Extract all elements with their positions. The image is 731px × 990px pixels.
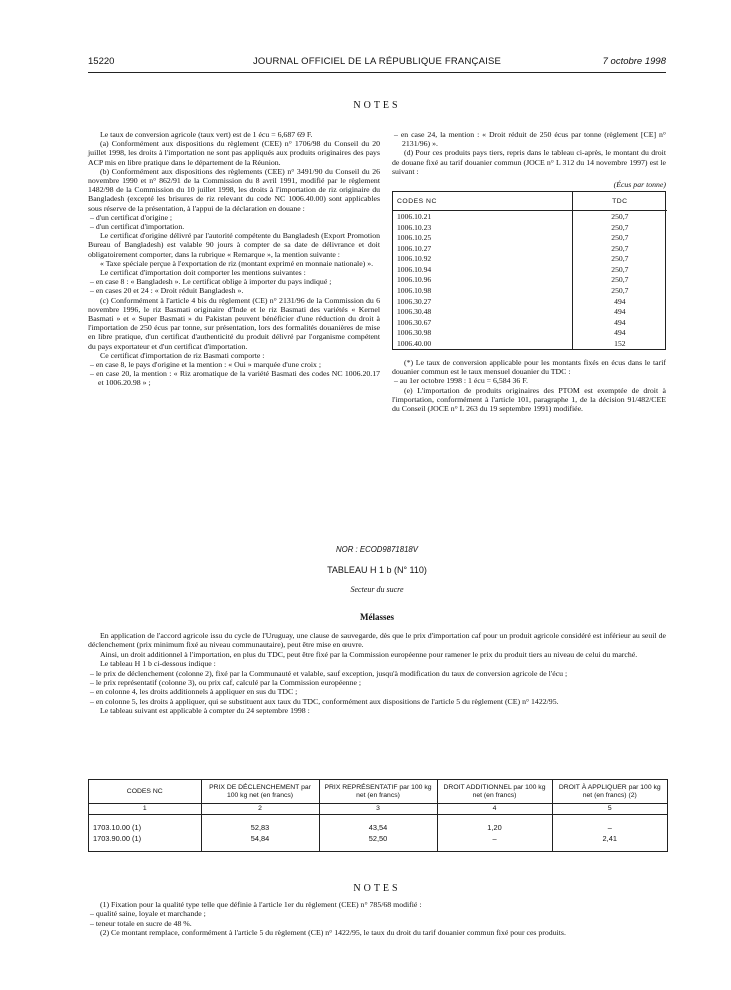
tdc-value-cell: 494 bbox=[614, 296, 626, 306]
notes2-title: NOTES bbox=[353, 883, 401, 894]
h1b-cell: 52,50 bbox=[319, 833, 437, 844]
paragraph: Le certificat d'origine délivré par l'autorité compétente du Bangladesh (Export Promotion Bureau of Bangladesh) est valable 90 jours à compter de sa date de délivrance et doit obligatoirement comporter, dans la rubrique « Remarque », la mention suivante : bbox=[88, 231, 380, 259]
spacer-cell bbox=[201, 814, 319, 822]
table-row bbox=[393, 296, 667, 307]
table-row bbox=[393, 285, 667, 296]
tdc-value-cell: 250,7 bbox=[611, 254, 629, 264]
paragraph: Le taux de conversion agricole (taux vert) est de 1 écu = 6,687 69 F. bbox=[100, 130, 313, 139]
tdc-code-cell: 1006.30.27 bbox=[393, 296, 572, 307]
tdc-table-wrap bbox=[392, 191, 666, 350]
tdc-code-cell: 1006.40.00 bbox=[393, 338, 572, 349]
h1b-header-trigger-price: PRIX DE DÉCLENCHEMENT par 100 kg net (en francs) bbox=[201, 780, 319, 804]
sector-title: Secteur du sucre bbox=[350, 585, 404, 594]
paragraph: (a) Conformément aux dispositions du règlement (CEE) n° 1706/98 du Conseil du 20 juillet 1998, les droits à l'importation ne sont pas appliqués aux produits originaires des pays ACP mis en libre pratique dans le département de la Réunion. bbox=[88, 139, 380, 167]
h1b-header-additional-duty: DROIT ADDITIONNEL par 100 kg net (en francs) bbox=[437, 780, 552, 804]
paragraph: – qualité saine, loyale et marchande ; bbox=[90, 909, 206, 919]
h1b-column-numbers bbox=[89, 804, 667, 815]
tdc-code-cell: 1006.30.67 bbox=[393, 317, 572, 328]
h1b-cell: 54,84 bbox=[201, 833, 319, 844]
h1b-table-body bbox=[89, 814, 667, 851]
paragraph: (1) Fixation pour la qualité type telle que définie à l'article 1er du règlement (CEE) n° 785/68 modifié : bbox=[100, 900, 422, 909]
table-row bbox=[393, 275, 667, 286]
tdc-code-cell: 1006.10.96 bbox=[393, 275, 572, 286]
column-number: 4 bbox=[437, 804, 552, 815]
tdc-value-cell: 250,7 bbox=[611, 286, 629, 296]
paragraph: (*) Le taux de conversion applicable pour les montants fixés en écus dans le tarif douanier commun est le taux mensuel douanier du TDC : bbox=[392, 357, 666, 377]
paragraph: (d) Pour ces produits pays tiers, repris dans le tableau ci-après, le montant du droit de douane fixé au tarif douanier commun (JOCE n° L 312 du 14 novembre 1997) est le suivant : bbox=[392, 148, 666, 176]
paragraph: – en case 20, la mention : « Riz aromatique de la variété Basmati des codes NC 1006.20.17 et 1006.20.98 » ; bbox=[90, 369, 380, 388]
paragraph: Le tableau H 1 b ci-dessous indique : bbox=[100, 659, 216, 669]
paragraph: – d'un certificat d'importation. bbox=[90, 222, 185, 232]
paragraph: Le certificat d'importation doit comporter les mentions suivantes : bbox=[100, 268, 306, 278]
h1b-table bbox=[89, 780, 667, 851]
h1b-cell: 52,83 bbox=[201, 822, 319, 833]
table-row bbox=[89, 833, 667, 844]
tdc-value-cell: 494 bbox=[614, 307, 626, 317]
spacer-cell bbox=[89, 814, 201, 822]
paragraph: Le tableau suivant est applicable à compter du 24 septembre 1998 : bbox=[100, 706, 310, 716]
spacer-cell bbox=[437, 814, 552, 822]
paragraph: (c) Conformément à l'article 4 bis du règlement (CE) n° 2131/96 de la Commission du 6 novembre 1996, le riz Basmati originaire d'Inde et le riz Basmati des variétés « Kernel Basmati » et « Super Basmati » du Pakistan peuvent bénéficier d'une réduction du droit à l'importation de 250 écus par tonne, sur présentation, lors des formalités douanières de mise en libre pratique, d'un certificat d'authenticité du produit délivré par l'organisme compétent du pays exportateur et d'un certificat d'importation. bbox=[88, 295, 380, 351]
spacer-row bbox=[89, 844, 667, 851]
notes-title: NOTES bbox=[353, 100, 401, 111]
left-column bbox=[88, 130, 380, 388]
table-row bbox=[393, 264, 667, 275]
paragraph: « Taxe spéciale perçue à l'exportation de riz (montant exprimé en monnaie nationale) ». bbox=[100, 258, 374, 268]
tdc-code-cell: 1006.30.48 bbox=[393, 307, 572, 318]
paragraph: – en case 24, la mention : « Droit réduit de 250 écus par tonne (règlement [CE] n° 2131/96) ». bbox=[394, 130, 666, 149]
journal-title: JOURNAL OFFICIEL DE LA RÉPUBLIQUE FRANÇAISE bbox=[252, 56, 502, 67]
h1b-cell: 1703.90.00 (1) bbox=[89, 833, 201, 844]
tdc-header-tdc: TDC bbox=[572, 192, 667, 211]
tdc-value-cell: 250,7 bbox=[611, 275, 629, 285]
tdc-value-cell: 250,7 bbox=[611, 211, 629, 221]
page-header bbox=[88, 56, 666, 70]
notes2-text bbox=[88, 900, 666, 938]
table-row bbox=[393, 211, 667, 222]
tdc-code-cell: 1006.10.25 bbox=[393, 232, 572, 243]
tdc-code-cell: 1006.10.27 bbox=[393, 243, 572, 254]
paragraph: (2) Ce montant remplace, conformément à l'article 5 du règlement (CE) n° 1422/95, le taux du droit du tarif douanier commun fixé pour ces produits. bbox=[100, 928, 566, 938]
paragraph: – en case 8 : « Bangladesh ». Le certificat oblige à importer du pays indiqué ; bbox=[90, 277, 332, 287]
spacer-cell bbox=[319, 844, 437, 851]
h1b-cell: – bbox=[607, 822, 612, 832]
spacer-cell bbox=[319, 814, 437, 822]
paragraph: – au 1er octobre 1998 : 1 écu = 6,584 36 F. bbox=[394, 376, 528, 386]
paragraph: – en case 8, le pays d'origine et la mention : « Oui » marquée d'une croix ; bbox=[90, 360, 322, 370]
table-row bbox=[393, 307, 667, 318]
right-column bbox=[392, 130, 666, 413]
tdc-code-cell: 1006.10.92 bbox=[393, 254, 572, 265]
spacer-cell bbox=[89, 844, 201, 851]
paragraph: (b) Conformément aux dispositions des règlements (CEE) n° 3491/90 du Conseil du 26 novembre 1990 et n° 862/91 de la Commission du 8 avril 1991, modifié par le règlement 1482/98 de la Commission du 10 juillet 1998, les droits à l'importation de riz originaire du Bangladesh (excepté les brisures de riz relevant du code NC 1006.40.00) sont applicables sous réserve de la présentation, à l'appui de la déclaration en douane : bbox=[88, 166, 380, 213]
tdc-value-cell: 250,7 bbox=[611, 222, 629, 232]
h1b-cell: 43,54 bbox=[319, 822, 437, 833]
table-row bbox=[393, 328, 667, 339]
h1b-cell: 1703.10.00 (1) bbox=[89, 822, 201, 833]
column-number: 5 bbox=[552, 804, 667, 815]
tdc-code-cell: 1006.10.94 bbox=[393, 264, 572, 275]
h1b-cell: – bbox=[437, 833, 552, 844]
issue-date: 7 octobre 1998 bbox=[602, 56, 666, 67]
tdc-unit: (Écus par tonne) bbox=[613, 180, 666, 190]
tdc-code-cell: 1006.30.98 bbox=[393, 328, 572, 339]
column-number: 1 bbox=[89, 804, 201, 815]
spacer-cell bbox=[201, 844, 319, 851]
table-row bbox=[393, 222, 667, 233]
table-row bbox=[89, 822, 667, 833]
h1b-cell: 1,20 bbox=[437, 822, 552, 833]
tdc-value-cell: 250,7 bbox=[611, 233, 629, 243]
column-number: 3 bbox=[319, 804, 437, 815]
table-row bbox=[393, 254, 667, 265]
right-column-top bbox=[392, 130, 666, 176]
table-row bbox=[393, 232, 667, 243]
paragraph: Ce certificat d'importation de riz Basmati comporte : bbox=[100, 350, 265, 360]
tdc-value-cell: 494 bbox=[614, 317, 626, 327]
tdc-table bbox=[393, 192, 667, 349]
nor-reference: NOR : ECOD9871818V bbox=[336, 545, 418, 554]
table-row bbox=[393, 243, 667, 254]
tdc-code-cell: 1006.10.23 bbox=[393, 222, 572, 233]
paragraph: – le prix représentatif (colonne 3), ou prix caf, calculé par la Commission européenne ; bbox=[90, 678, 362, 688]
spacer-cell bbox=[552, 814, 667, 822]
tableau-title: TABLEAU H 1 b (N° 110) bbox=[327, 565, 427, 575]
tdc-code-cell: 1006.10.21 bbox=[393, 211, 572, 222]
h1b-header-representative-price: PRIX REPRÉSENTATIF par 100 kg net (en francs) bbox=[319, 780, 437, 804]
tdc-table-body bbox=[393, 211, 667, 349]
tdc-value-cell: 250,7 bbox=[611, 243, 629, 253]
paragraph: – teneur totale en sucre de 48 %. bbox=[90, 918, 192, 928]
paragraph: – d'un certificat d'origine ; bbox=[90, 212, 173, 222]
paragraph: – en colonne 5, les droits à appliquer, qui se substituent aux taux du TDC, conformément aux dispositions de l'article 5 du règlement (CE) n° 1422/95. bbox=[90, 696, 559, 706]
tdc-code-cell: 1006.10.98 bbox=[393, 285, 572, 296]
h1b-header-codes: CODES NC bbox=[89, 780, 201, 804]
spacer-row bbox=[89, 814, 667, 822]
paragraph: (e) L'importation de produits originaires des PTOM est exemptée de droit à l'importation, conformément à l'article 101, paragraphe 1, de la décision 91/482/CEE du Conseil (JOCE n° L 263 du 19 septembre 1991) modifiée. bbox=[392, 385, 666, 413]
paragraph: – le prix de déclenchement (colonne 2), fixé par la Communauté et valable, sauf exception, jusqu'à modification du taux de conversion agricole de l'écu ; bbox=[90, 668, 568, 678]
body-text bbox=[88, 631, 666, 716]
header-rule bbox=[88, 72, 666, 73]
tdc-value-cell: 250,7 bbox=[611, 264, 629, 274]
paragraph: Ainsi, un droit additionnel à l'importation, en plus du TDC, peut être fixé par la Commission européenne pour ramener le prix du produit tiers au niveau de celui du marché. bbox=[100, 649, 638, 659]
tdc-value-cell: 494 bbox=[614, 328, 626, 338]
page-number: 15220 bbox=[88, 56, 115, 67]
paragraph: En application de l'accord agricole issu du cycle de l'Uruguay, une clause de sauvegarde, dès que le prix d'importation caf pour un produit agricole considéré est inférieur au seuil de déclenchement (prix minimum fixé au niveau communautaire), peut être mise en œuvre. bbox=[88, 631, 666, 650]
spacer-cell bbox=[437, 844, 552, 851]
table-row bbox=[393, 338, 667, 349]
table-row bbox=[393, 317, 667, 328]
paragraph: – en cases 20 et 24 : « Droit réduit Bangladesh ». bbox=[90, 286, 244, 296]
product-title: Mélasses bbox=[360, 612, 394, 622]
h1b-header-applicable-duty: DROIT À APPLIQUER par 100 kg net (en francs) (2) bbox=[552, 780, 667, 804]
right-column-bottom bbox=[392, 358, 666, 413]
spacer-cell bbox=[552, 844, 667, 851]
tdc-value-cell: 152 bbox=[614, 339, 626, 349]
h1b-table-wrap bbox=[88, 779, 668, 852]
paragraph: – en colonne 4, les droits additionnels à appliquer en sus du TDC ; bbox=[90, 687, 298, 697]
tdc-header-codes: CODES NC bbox=[393, 192, 572, 211]
h1b-cell: 2,41 bbox=[602, 833, 617, 843]
column-number: 2 bbox=[201, 804, 319, 815]
